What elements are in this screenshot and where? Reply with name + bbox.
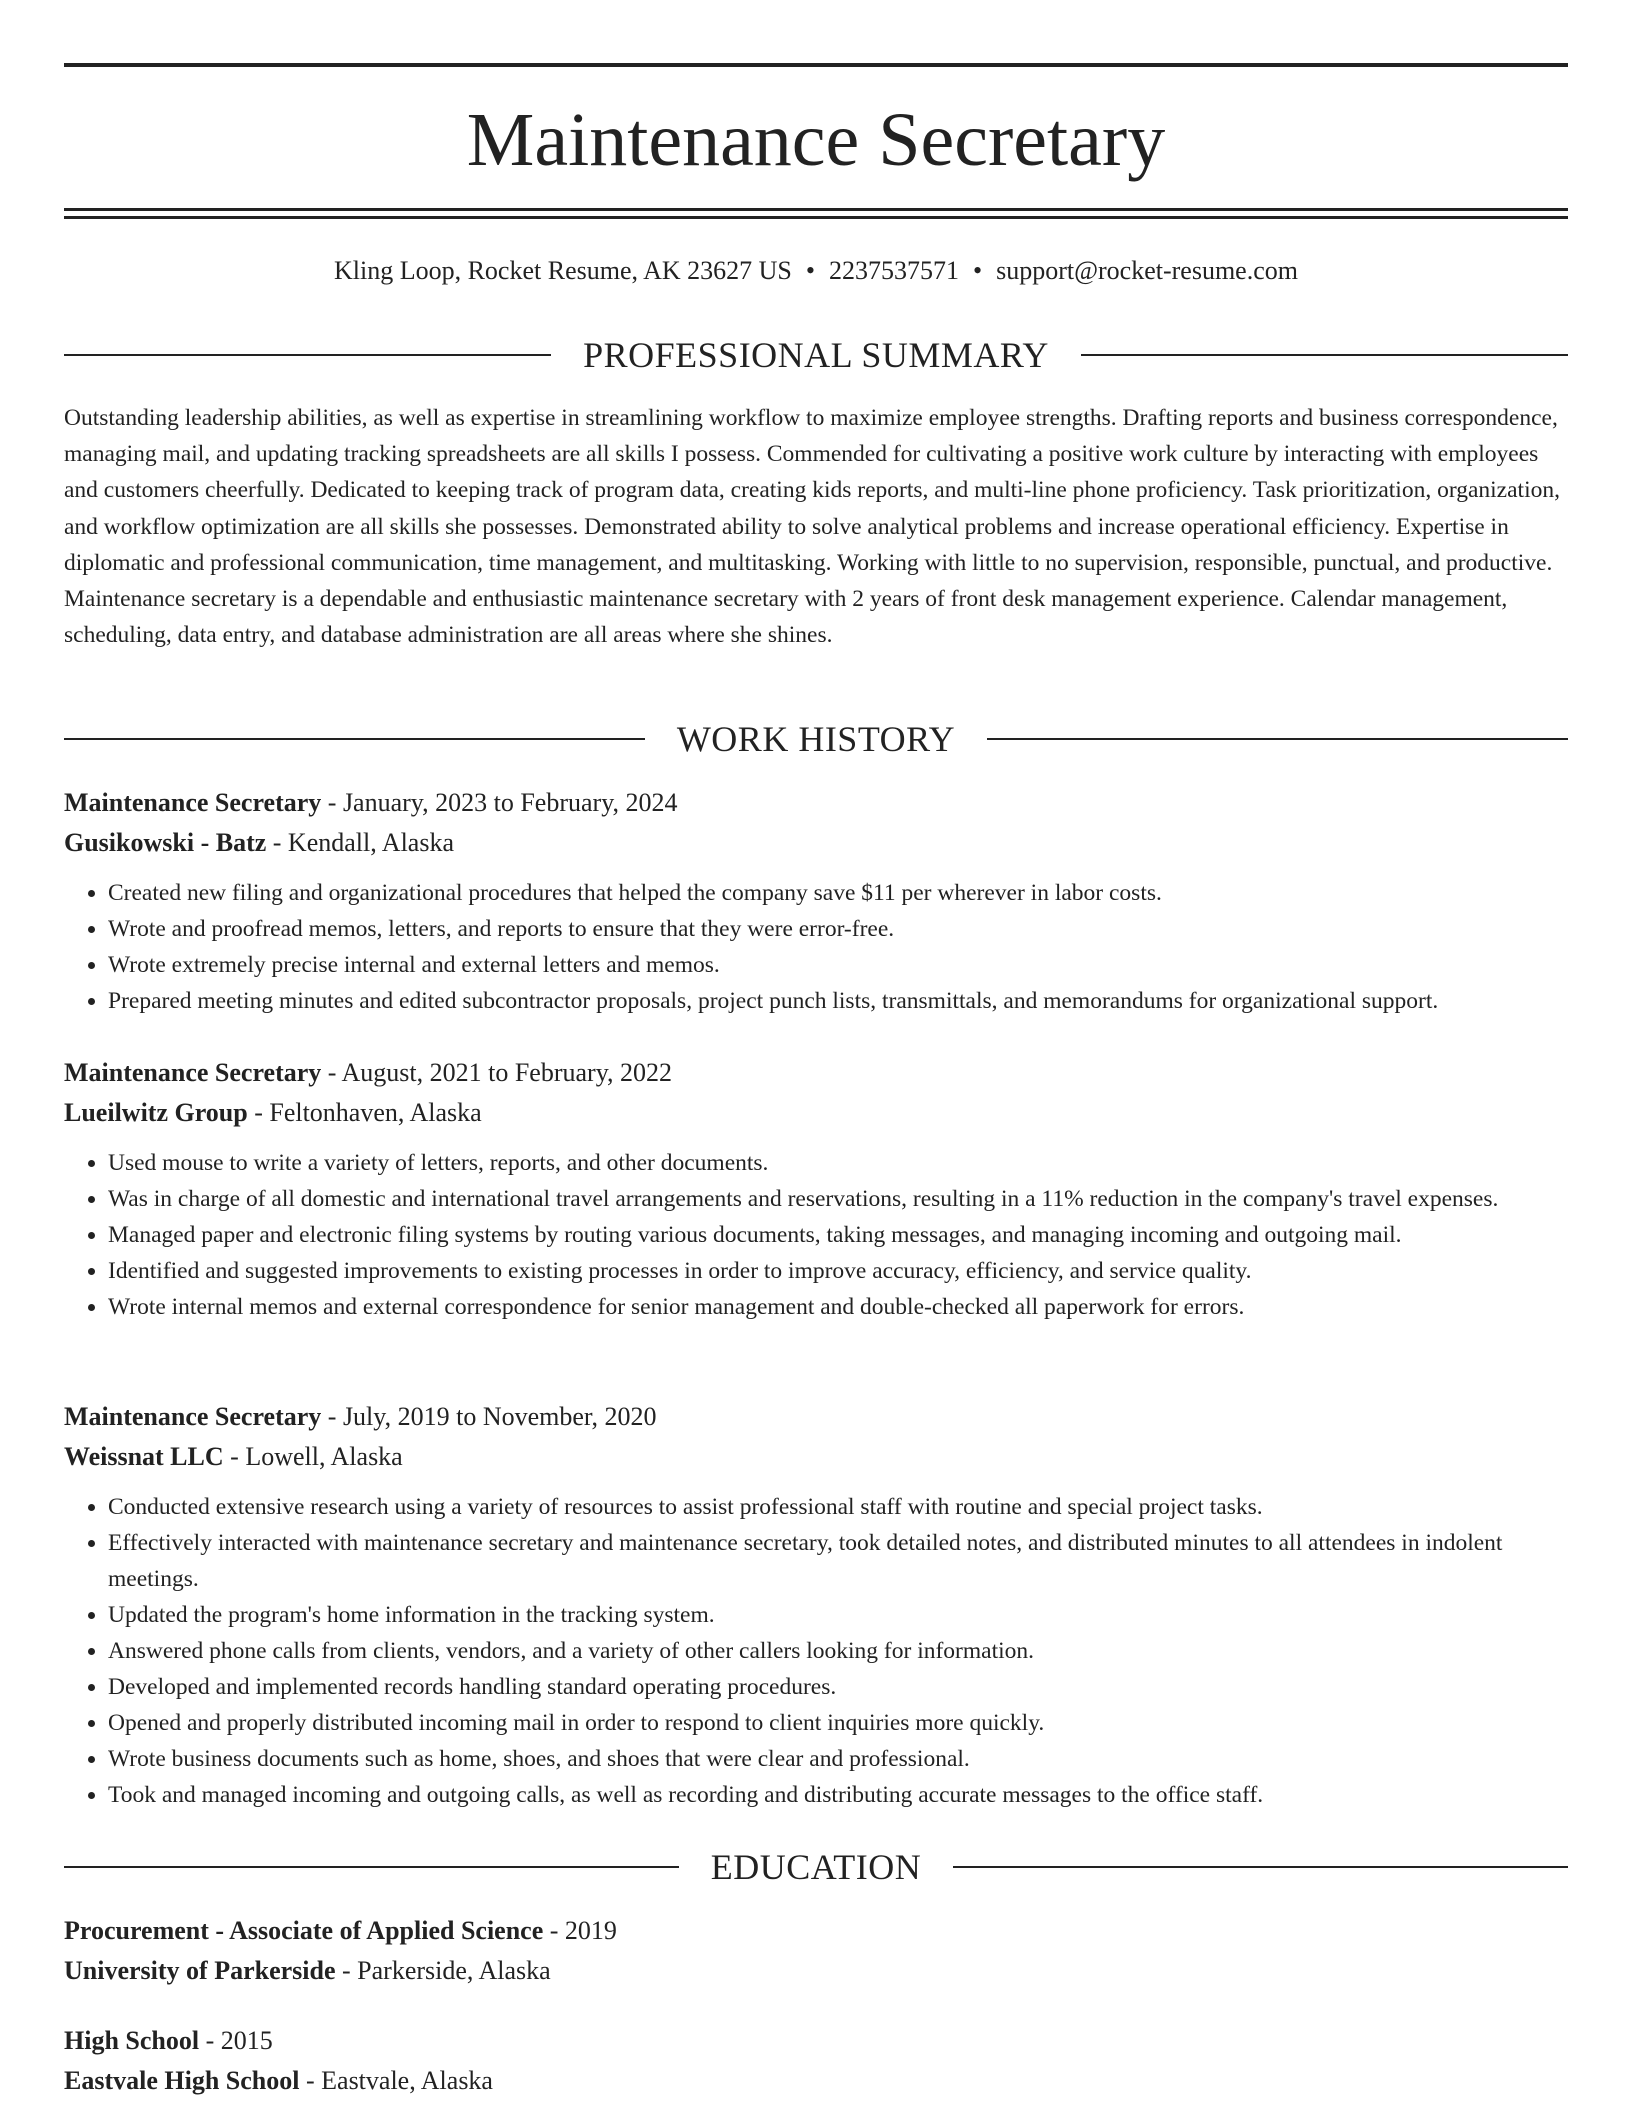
job-bullet: • Developed and implemented records handling standard operating procedures. [108,1669,1568,1705]
job-company-line [64,1093,1568,1133]
work-heading: WORK HISTORY [676,719,956,759]
job-bullet: • Identified and suggested improvements to existing processes in order to improve accuracy, efficiency, and service quality. [108,1253,1568,1289]
summary-text: Outstanding leadership abilities, as well as expertise in streamlining workflow to maximize employee strengths. Drafting reports and business correspondence, managing mail, and updating tracking spreadsheets are all skills I possess. Commended for cultivating a positive work culture by interacting with employees and customers cheerfully. Dedicated to keeping track of program data, creating kids reports, and multi-line phone proficiency. Task prioritization, organization, and workflow optimization are all skills she possesses. Demonstrated ability to solve analytical problems and increase operational efficiency. Expertise in diplomatic and professional communication, time management, and multitasking. Working with little to no supervision, responsible, punctual, and productive. Maintenance secretary is a dependable and enthusiastic maintenance secretary with 2 years of front desk management experience. Calendar management, scheduling, data entry, and database administration are all areas where she shines. [64,405,1560,649]
header-bottom-rule [64,208,1568,211]
education-location: - Eastvale, Alaska [299,2066,493,2095]
education-degree: High School [64,2026,200,2055]
header-top-rule [64,63,1568,67]
education-year: - 2015 [199,2026,273,2055]
job-title-line [64,1053,1568,1093]
job-location: - Kendall, Alaska [266,828,454,857]
education-section-header [64,1845,1568,1889]
job-bullet: • Updated the program's home information in the tracking system. [108,1597,1568,1633]
education-location: - Parkerside, Alaska [335,1956,551,1985]
section-divider [64,1866,679,1868]
contact-email: support@rocket-resume.com [996,256,1298,285]
education-heading: EDUCATION [710,1847,922,1887]
summary-section-header [64,333,1568,377]
job-bullet: • Effectively interacted with maintenance secretary and maintenance secretary, took detailed notes, and distributed minutes to all attendees in indolent meetings. [108,1525,1568,1597]
education-school: University of Parkerside [64,1956,336,1985]
job-entry [64,1053,1568,1325]
job-bullet: • Created new filing and organizational procedures that helped the company save $11 per wherever in labor costs. [108,875,1568,911]
job-bullet: • Managed paper and electronic filing systems by routing various documents, taking messages, and managing incoming and outgoing mail. [108,1217,1568,1253]
education-school: Eastvale High School [64,2066,300,2095]
job-company: Lueilwitz Group [64,1098,248,1127]
job-bullet: • Wrote business documents such as home, shoes, and shoes that were clear and professional. [108,1741,1568,1777]
education-school-line [64,1951,1568,1991]
job-company: Gusikowski - Batz [64,828,267,857]
job-bullet: • Prepared meeting minutes and edited subcontractor proposals, project punch lists, transmittals, and memorandums for organizational support. [108,983,1568,1019]
header-bottom-rule-inner [64,216,1568,219]
job-entry [64,783,1568,1019]
job-bullet: • Wrote and proofread memos, letters, and reports to ensure that they were error-free. [108,911,1568,947]
contact-separator: • [972,256,983,285]
job-bullet: • Conducted extensive research using a variety of resources to assist professional staff with routine and special project tasks. [108,1489,1568,1525]
job-bullet: • Used mouse to write a variety of letters, reports, and other documents. [108,1145,1568,1181]
contact-separator: • [805,256,815,285]
job-dates: - January, 2023 to February, 2024 [321,788,678,817]
education-year: - 2019 [543,1916,617,1945]
education-degree-line [64,1911,1568,1951]
education-entry [64,1911,1568,1991]
education-school-line [64,2061,1568,2101]
work-section-header [64,717,1568,761]
education-degree-line [64,2021,1568,2061]
job-bullet: • Was in charge of all domestic and international travel arrangements and reservations, resulting in a 11% reduction in the company's travel expenses. [108,1181,1568,1217]
job-dates: - July, 2019 to November, 2020 [321,1402,657,1431]
job-title: Maintenance Secretary [64,1058,322,1087]
job-bullets [64,875,1568,1019]
job-location: - Lowell, Alaska [223,1442,403,1471]
job-title: Maintenance Secretary [64,1402,322,1431]
job-bullets [64,1489,1568,1813]
job-bullet: • Wrote extremely precise internal and external letters and memos. [108,947,1568,983]
job-title: Maintenance Secretary [64,788,322,817]
job-bullets [64,1145,1568,1325]
job-dates: - August, 2021 to February, 2022 [321,1058,673,1087]
section-divider [1081,354,1568,356]
contact-line [64,254,1568,288]
job-bullet: • Answered phone calls from clients, vendors, and a variety of other callers looking for information. [108,1633,1568,1669]
contact-address: Kling Loop, Rocket Resume, AK 23627 US [333,256,792,285]
job-entry [64,1397,1568,1813]
contact-phone: 2237537571 [828,256,959,285]
job-company-line [64,823,1568,863]
job-bullet: • Wrote internal memos and external correspondence for senior management and double-checked all paperwork for errors. [108,1289,1568,1325]
section-divider [953,1866,1568,1868]
section-divider [64,354,551,356]
job-bullet: • Took and managed incoming and outgoing calls, as well as recording and distributing accurate messages to the office staff. [108,1777,1568,1813]
education-entry [64,2021,1568,2101]
job-bullet: • Opened and properly distributed incoming mail in order to respond to client inquiries more quickly. [108,1705,1568,1741]
job-title-line [64,1397,1568,1437]
job-company-line [64,1437,1568,1477]
job-title-line [64,783,1568,823]
section-divider [987,738,1568,740]
job-location: - Feltonhaven, Alaska [247,1098,482,1127]
resume-name: Maintenance Secretary [466,98,1166,182]
section-divider [64,738,645,740]
education-degree: Procurement - Associate of Applied Science [64,1916,544,1945]
summary-heading: PROFESSIONAL SUMMARY [583,335,1049,375]
job-company: Weissnat LLC [64,1442,224,1471]
